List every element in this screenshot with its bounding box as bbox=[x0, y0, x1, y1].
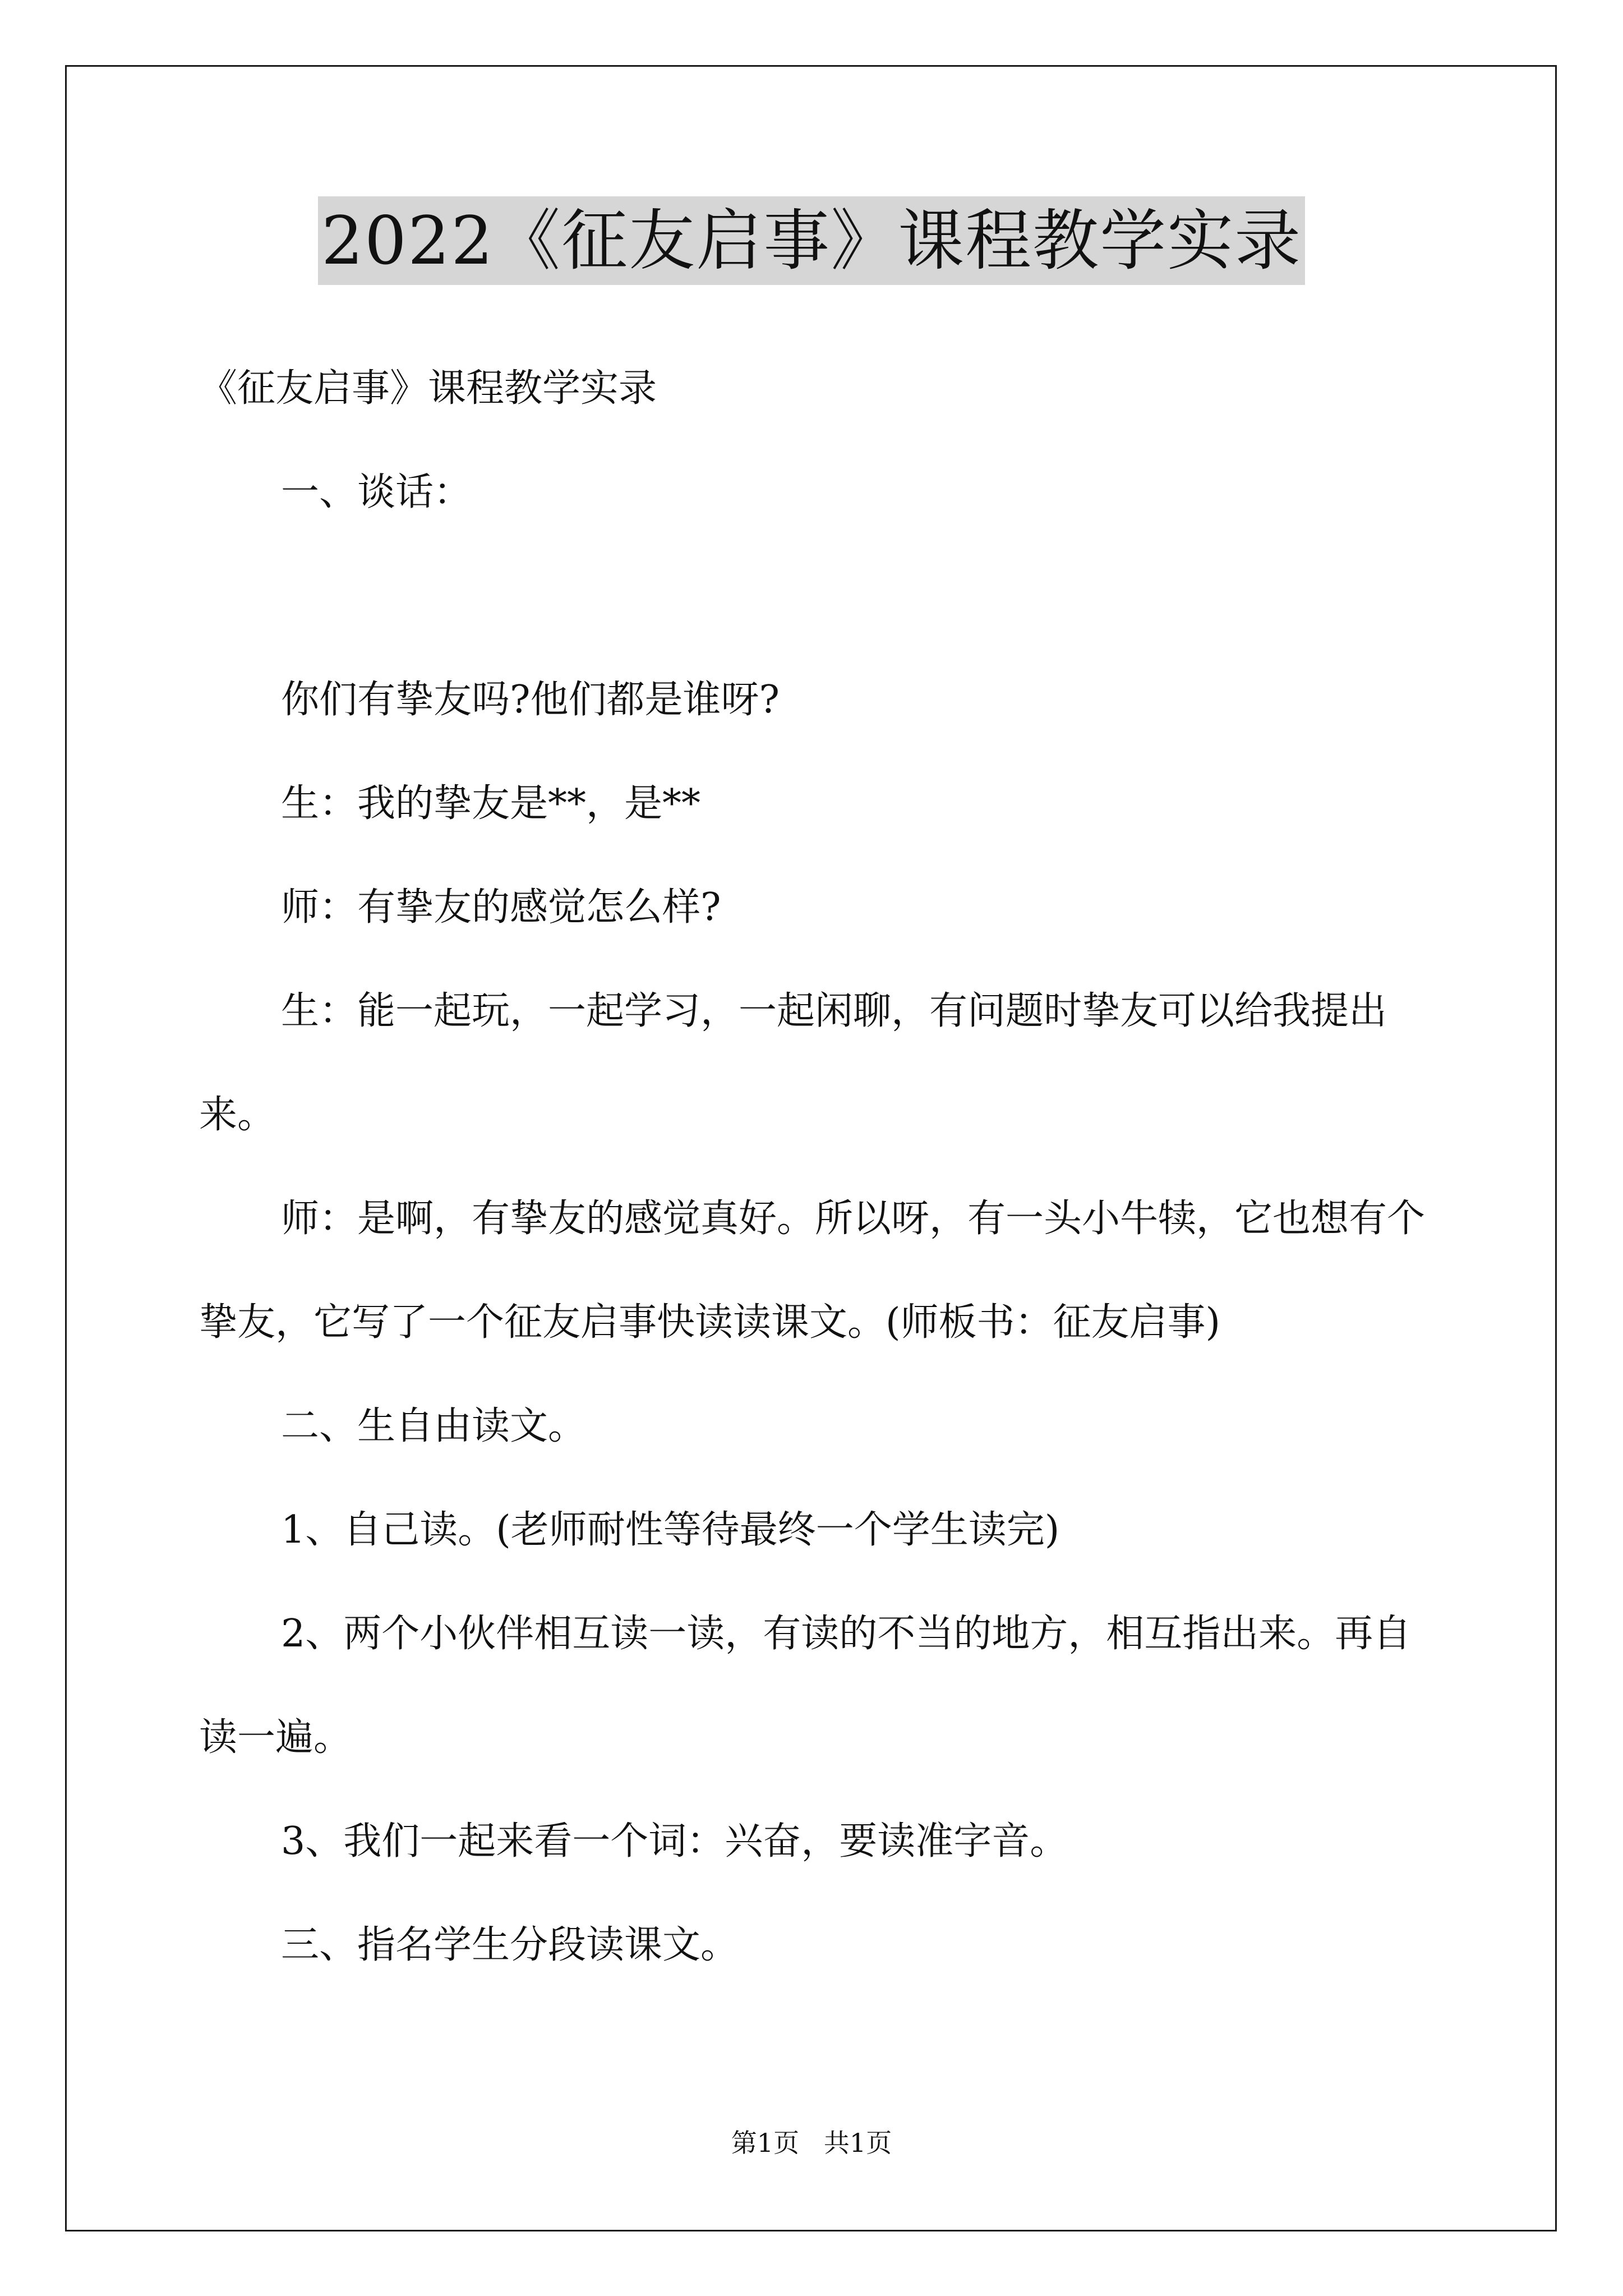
paragraph: 三、指名学生分段读课文。 bbox=[281, 1923, 739, 1967]
paragraph: 《征友启事》课程教学实录 bbox=[199, 366, 657, 411]
paragraph: 1、自己读。(老师耐性等待最终一个学生读完) bbox=[281, 1508, 1060, 1552]
paragraph-spacer bbox=[199, 544, 1433, 648]
document-title: 2022《征友启事》课程教学实录 bbox=[318, 196, 1305, 285]
paragraph: 3、我们一起来看一个词：兴奋，要读准字音。 bbox=[281, 1819, 1068, 1864]
paragraph: 你们有挚友吗?他们都是谁呀? bbox=[281, 678, 780, 722]
document-body bbox=[199, 337, 1433, 1997]
paragraph: 一、谈话： bbox=[281, 470, 472, 514]
title-container bbox=[0, 196, 1623, 285]
paragraph: 师：是啊，有挚友的感觉真好。所以呀，有一头小牛犊，它也想有个挚友，它写了一个征友启事快读读课文。(师板书：征友启事) bbox=[199, 1197, 1426, 1345]
paragraph: 生：能一起玩，一起学习，一起闲聊，有问题时挚友可以给我提出来。 bbox=[199, 989, 1387, 1137]
paragraph: 师：有挚友的感觉怎么样? bbox=[281, 885, 721, 930]
paragraph: 2、两个小伙伴相互读一读，有读的不当的地方，相互指出来。再自读一遍。 bbox=[199, 1612, 1412, 1760]
paragraph: 生：我的挚友是**，是** bbox=[281, 781, 701, 826]
page-footer: 第1页 共1页 bbox=[731, 2128, 892, 2158]
paragraph: 二、生自由读文。 bbox=[281, 1404, 587, 1448]
